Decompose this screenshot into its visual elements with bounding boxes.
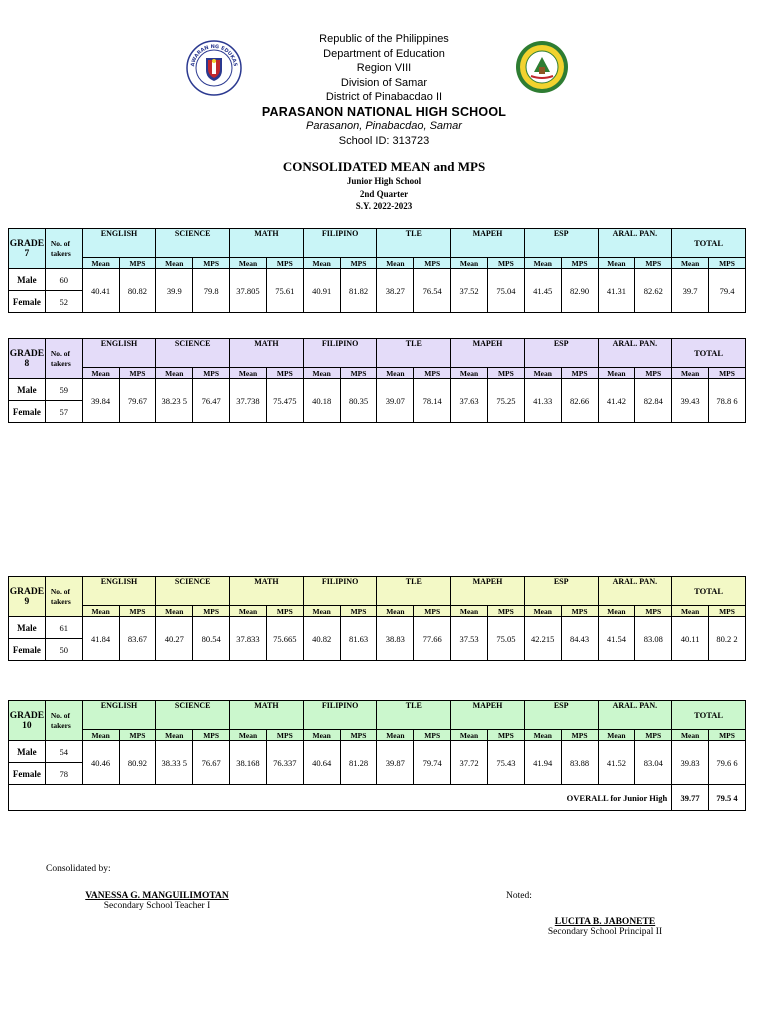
- subject-header: FILIPINO: [303, 229, 377, 258]
- mps-header: MPS: [266, 730, 303, 741]
- female-label: Female: [9, 291, 46, 313]
- total-header: TOTAL: [672, 229, 746, 258]
- subject-header: SCIENCE: [156, 339, 230, 368]
- school-name: PARASANON NATIONAL HIGH SCHOOL: [261, 104, 507, 119]
- mps-value: 75.61: [266, 269, 303, 313]
- svg-text:KAGAWARAN NG EDUKASYON: AWARAN NG EDUKAS: [190, 43, 238, 67]
- division-line: Division of Samar: [340, 76, 428, 89]
- mps-header: MPS: [119, 258, 156, 269]
- mps-header: MPS: [709, 606, 746, 617]
- school-address: Parasanon, Pinabacdao, Samar: [306, 120, 462, 132]
- mean-header: Mean: [82, 368, 119, 379]
- mps-header: MPS: [266, 606, 303, 617]
- total-header: TOTAL: [672, 577, 746, 606]
- subject-header: SCIENCE: [156, 701, 230, 730]
- mps-header: MPS: [340, 368, 377, 379]
- subject-header: MAPEH: [451, 339, 525, 368]
- mean-header: Mean: [230, 368, 267, 379]
- mps-header: MPS: [561, 258, 598, 269]
- mps-header: MPS: [266, 258, 303, 269]
- female-label: Female: [9, 401, 46, 423]
- mps-value: 82.62: [635, 269, 672, 313]
- mps-header: MPS: [709, 368, 746, 379]
- female-takers: 52: [45, 291, 82, 313]
- mps-header: MPS: [487, 730, 524, 741]
- subject-header: MATH: [230, 577, 304, 606]
- mps-value: 80.92: [119, 741, 156, 785]
- mean-header: Mean: [230, 258, 267, 269]
- report-quarter: 2nd Quarter: [359, 188, 409, 199]
- total-mean-value: 40.11: [672, 617, 709, 661]
- mean-header: Mean: [672, 258, 709, 269]
- mean-header: Mean: [524, 730, 561, 741]
- noted-by-title: Secondary School Principal II: [547, 927, 663, 937]
- male-label: Male: [9, 379, 46, 401]
- subject-header: MAPEH: [451, 701, 525, 730]
- mean-value: 41.31: [598, 269, 635, 313]
- mean-value: 37.72: [451, 741, 488, 785]
- male-takers: 61: [45, 617, 82, 639]
- mean-header: Mean: [524, 258, 561, 269]
- subject-header: TLE: [377, 229, 451, 258]
- female-takers: 50: [45, 639, 82, 661]
- mps-value: 75.665: [266, 617, 303, 661]
- male-takers: 54: [45, 741, 82, 763]
- mean-value: 40.18: [303, 379, 340, 423]
- mps-header: MPS: [414, 368, 451, 379]
- mean-value: 37.53: [451, 617, 488, 661]
- mean-value: 37.833: [230, 617, 267, 661]
- district-line: District of Pinabacdao II: [325, 91, 443, 103]
- subject-header: FILIPINO: [303, 339, 377, 368]
- mps-value: 79.74: [414, 741, 451, 785]
- mean-header: Mean: [672, 368, 709, 379]
- mean-value: 38.33 5: [156, 741, 193, 785]
- female-takers: 57: [45, 401, 82, 423]
- grade-table: [8, 228, 746, 313]
- mean-value: 40.46: [82, 741, 119, 785]
- mps-value: 76.54: [414, 269, 451, 313]
- total-mean-value: 39.43: [672, 379, 709, 423]
- mean-value: 40.91: [303, 269, 340, 313]
- noted-label: Noted:: [506, 891, 532, 901]
- mps-header: MPS: [561, 730, 598, 741]
- noted-by-name: LUCITA B. JABONETE: [554, 917, 656, 927]
- mps-value: 76.47: [193, 379, 230, 423]
- mps-header: MPS: [266, 368, 303, 379]
- mean-header: Mean: [230, 730, 267, 741]
- male-label: Male: [9, 741, 46, 763]
- mean-value: 39.84: [82, 379, 119, 423]
- mean-header: Mean: [156, 368, 193, 379]
- report-title-block: [0, 158, 768, 213]
- total-mps-value: 78.8 6: [709, 379, 746, 423]
- mean-header: Mean: [598, 730, 635, 741]
- subject-header: SCIENCE: [156, 229, 230, 258]
- subject-header: TLE: [377, 339, 451, 368]
- mps-value: 77.66: [414, 617, 451, 661]
- mean-header: Mean: [377, 368, 414, 379]
- mean-header: Mean: [156, 258, 193, 269]
- mean-header: Mean: [598, 368, 635, 379]
- mean-header: Mean: [672, 730, 709, 741]
- mps-value: 83.88: [561, 741, 598, 785]
- mean-header: Mean: [303, 606, 340, 617]
- mps-header: MPS: [561, 606, 598, 617]
- mps-value: 79.67: [119, 379, 156, 423]
- mps-value: 80.82: [119, 269, 156, 313]
- mps-header: MPS: [487, 606, 524, 617]
- mps-value: 82.66: [561, 379, 598, 423]
- mps-header: MPS: [414, 258, 451, 269]
- subject-header: ARAL. PAN.: [598, 229, 672, 258]
- mps-header: MPS: [340, 606, 377, 617]
- mean-value: 40.64: [303, 741, 340, 785]
- mean-header: Mean: [82, 606, 119, 617]
- subject-header: MAPEH: [451, 577, 525, 606]
- takers-header: No. of takers: [45, 701, 82, 741]
- grade-label: GRADE 9: [9, 577, 46, 617]
- mean-value: 38.83: [377, 617, 414, 661]
- subject-header: MAPEH: [451, 229, 525, 258]
- mean-header: Mean: [451, 730, 488, 741]
- mean-value: 39.87: [377, 741, 414, 785]
- consolidated-by-label: Consolidated by:: [46, 864, 111, 874]
- mps-header: MPS: [193, 258, 230, 269]
- mean-value: 38.168: [230, 741, 267, 785]
- mps-value: 76.337: [266, 741, 303, 785]
- mean-value: 40.82: [303, 617, 340, 661]
- mean-header: Mean: [377, 730, 414, 741]
- mps-header: MPS: [193, 368, 230, 379]
- mean-value: 42.215: [524, 617, 561, 661]
- total-mean-value: 39.83: [672, 741, 709, 785]
- male-takers: 60: [45, 269, 82, 291]
- republic-line: Republic of the Philippines: [319, 33, 449, 45]
- subject-header: FILIPINO: [303, 577, 377, 606]
- mean-header: Mean: [451, 606, 488, 617]
- mps-header: MPS: [119, 368, 156, 379]
- overall-mps: 79.5 4: [709, 785, 746, 811]
- subject-header: ESP: [524, 701, 598, 730]
- mean-header: Mean: [524, 368, 561, 379]
- mean-value: 38.23 5: [156, 379, 193, 423]
- takers-header: No. of takers: [45, 577, 82, 617]
- mps-header: MPS: [635, 258, 672, 269]
- subject-header: TLE: [377, 577, 451, 606]
- mps-value: 81.28: [340, 741, 377, 785]
- male-label: Male: [9, 269, 46, 291]
- mean-header: Mean: [598, 606, 635, 617]
- consolidated-by-title: Secondary School Teacher I: [103, 901, 211, 911]
- grade-label: GRADE 8: [9, 339, 46, 379]
- mps-header: MPS: [487, 368, 524, 379]
- mean-header: Mean: [82, 258, 119, 269]
- mean-header: Mean: [230, 606, 267, 617]
- subject-header: ESP: [524, 229, 598, 258]
- mean-value: 37.738: [230, 379, 267, 423]
- subject-header: FILIPINO: [303, 701, 377, 730]
- noted-by-block: [520, 917, 690, 937]
- female-label: Female: [9, 639, 46, 661]
- mps-header: MPS: [193, 730, 230, 741]
- mean-value: 41.45: [524, 269, 561, 313]
- grade-label: GRADE 10: [9, 701, 46, 741]
- mean-value: 41.42: [598, 379, 635, 423]
- takers-header: No. of takers: [45, 339, 82, 379]
- mps-value: 75.43: [487, 741, 524, 785]
- subject-header: MATH: [230, 339, 304, 368]
- total-header: TOTAL: [672, 339, 746, 368]
- report-school-year: S.Y. 2022-2023: [355, 201, 413, 211]
- mps-header: MPS: [709, 258, 746, 269]
- subject-header: ENGLISH: [82, 229, 156, 258]
- mean-value: 40.27: [156, 617, 193, 661]
- mps-header: MPS: [414, 730, 451, 741]
- subject-header: ENGLISH: [82, 701, 156, 730]
- female-label: Female: [9, 763, 46, 785]
- mps-value: 80.35: [340, 379, 377, 423]
- mean-value: 41.52: [598, 741, 635, 785]
- overall-label: OVERALL for Junior High: [9, 785, 672, 811]
- mean-header: Mean: [377, 258, 414, 269]
- mean-header: Mean: [672, 606, 709, 617]
- total-header: TOTAL: [672, 701, 746, 730]
- subject-header: ESP: [524, 577, 598, 606]
- mean-header: Mean: [524, 606, 561, 617]
- grade-table: [8, 700, 746, 811]
- mps-value: 79.8: [193, 269, 230, 313]
- subject-header: ARAL. PAN.: [598, 339, 672, 368]
- mps-value: 83.04: [635, 741, 672, 785]
- report-title: CONSOLIDATED MEAN and MPS: [282, 159, 486, 174]
- mean-value: 39.9: [156, 269, 193, 313]
- mean-header: Mean: [303, 258, 340, 269]
- mps-header: MPS: [635, 368, 672, 379]
- mps-value: 75.05: [487, 617, 524, 661]
- total-mps-value: 79.6 6: [709, 741, 746, 785]
- male-takers: 59: [45, 379, 82, 401]
- mean-header: Mean: [156, 606, 193, 617]
- overall-mean: 39.77: [672, 785, 709, 811]
- subject-header: ARAL. PAN.: [598, 701, 672, 730]
- mean-value: 41.54: [598, 617, 635, 661]
- mean-header: Mean: [156, 730, 193, 741]
- grade-table: [8, 338, 746, 423]
- total-mps-value: 79.4: [709, 269, 746, 313]
- department-line: Department of Education: [323, 47, 445, 60]
- subject-header: ESP: [524, 339, 598, 368]
- mean-header: Mean: [598, 258, 635, 269]
- mps-value: 76.67: [193, 741, 230, 785]
- mean-header: Mean: [303, 368, 340, 379]
- takers-header: No. of takers: [45, 229, 82, 269]
- mean-value: 39.07: [377, 379, 414, 423]
- mean-value: 41.84: [82, 617, 119, 661]
- total-mps-value: 80.2 2: [709, 617, 746, 661]
- subject-header: MATH: [230, 229, 304, 258]
- subject-header: TLE: [377, 701, 451, 730]
- mps-value: 81.82: [340, 269, 377, 313]
- mps-value: 83.08: [635, 617, 672, 661]
- subject-header: ENGLISH: [82, 339, 156, 368]
- subject-header: ARAL. PAN.: [598, 577, 672, 606]
- grade-label: GRADE 7: [9, 229, 46, 269]
- mps-value: 82.84: [635, 379, 672, 423]
- mean-header: Mean: [451, 368, 488, 379]
- mean-value: 37.805: [230, 269, 267, 313]
- mean-value: 38.27: [377, 269, 414, 313]
- region-line: Region VIII: [356, 62, 412, 74]
- mps-value: 80.54: [193, 617, 230, 661]
- mps-header: MPS: [340, 730, 377, 741]
- mps-header: MPS: [635, 730, 672, 741]
- mps-header: MPS: [414, 606, 451, 617]
- mean-header: Mean: [377, 606, 414, 617]
- mps-value: 81.63: [340, 617, 377, 661]
- mean-header: Mean: [303, 730, 340, 741]
- mean-value: 40.41: [82, 269, 119, 313]
- mean-header: Mean: [451, 258, 488, 269]
- mps-header: MPS: [119, 606, 156, 617]
- mean-value: 37.63: [451, 379, 488, 423]
- letterhead: [0, 32, 768, 148]
- mps-header: MPS: [709, 730, 746, 741]
- mps-value: 75.25: [487, 379, 524, 423]
- mps-value: 75.475: [266, 379, 303, 423]
- total-mean-value: 39.7: [672, 269, 709, 313]
- female-takers: 78: [45, 763, 82, 785]
- mps-header: MPS: [340, 258, 377, 269]
- mps-value: 83.67: [119, 617, 156, 661]
- consolidated-by-name: VANESSA G. MANGUILIMOTAN: [85, 891, 229, 901]
- mean-header: Mean: [82, 730, 119, 741]
- mps-value: 82.90: [561, 269, 598, 313]
- male-label: Male: [9, 617, 46, 639]
- mps-header: MPS: [635, 606, 672, 617]
- subject-header: MATH: [230, 701, 304, 730]
- school-id: School ID: 313723: [338, 134, 430, 147]
- mps-header: MPS: [561, 368, 598, 379]
- subject-header: ENGLISH: [82, 577, 156, 606]
- mps-header: MPS: [119, 730, 156, 741]
- mean-value: 37.52: [451, 269, 488, 313]
- mps-value: 84.43: [561, 617, 598, 661]
- mps-value: 78.14: [414, 379, 451, 423]
- report-level: Junior High School: [346, 176, 422, 186]
- mps-header: MPS: [487, 258, 524, 269]
- mean-value: 41.33: [524, 379, 561, 423]
- consolidated-by-block: [78, 891, 236, 911]
- mps-value: 75.04: [487, 269, 524, 313]
- grade-table: [8, 576, 746, 661]
- subject-header: SCIENCE: [156, 577, 230, 606]
- mean-value: 41.94: [524, 741, 561, 785]
- mps-header: MPS: [193, 606, 230, 617]
